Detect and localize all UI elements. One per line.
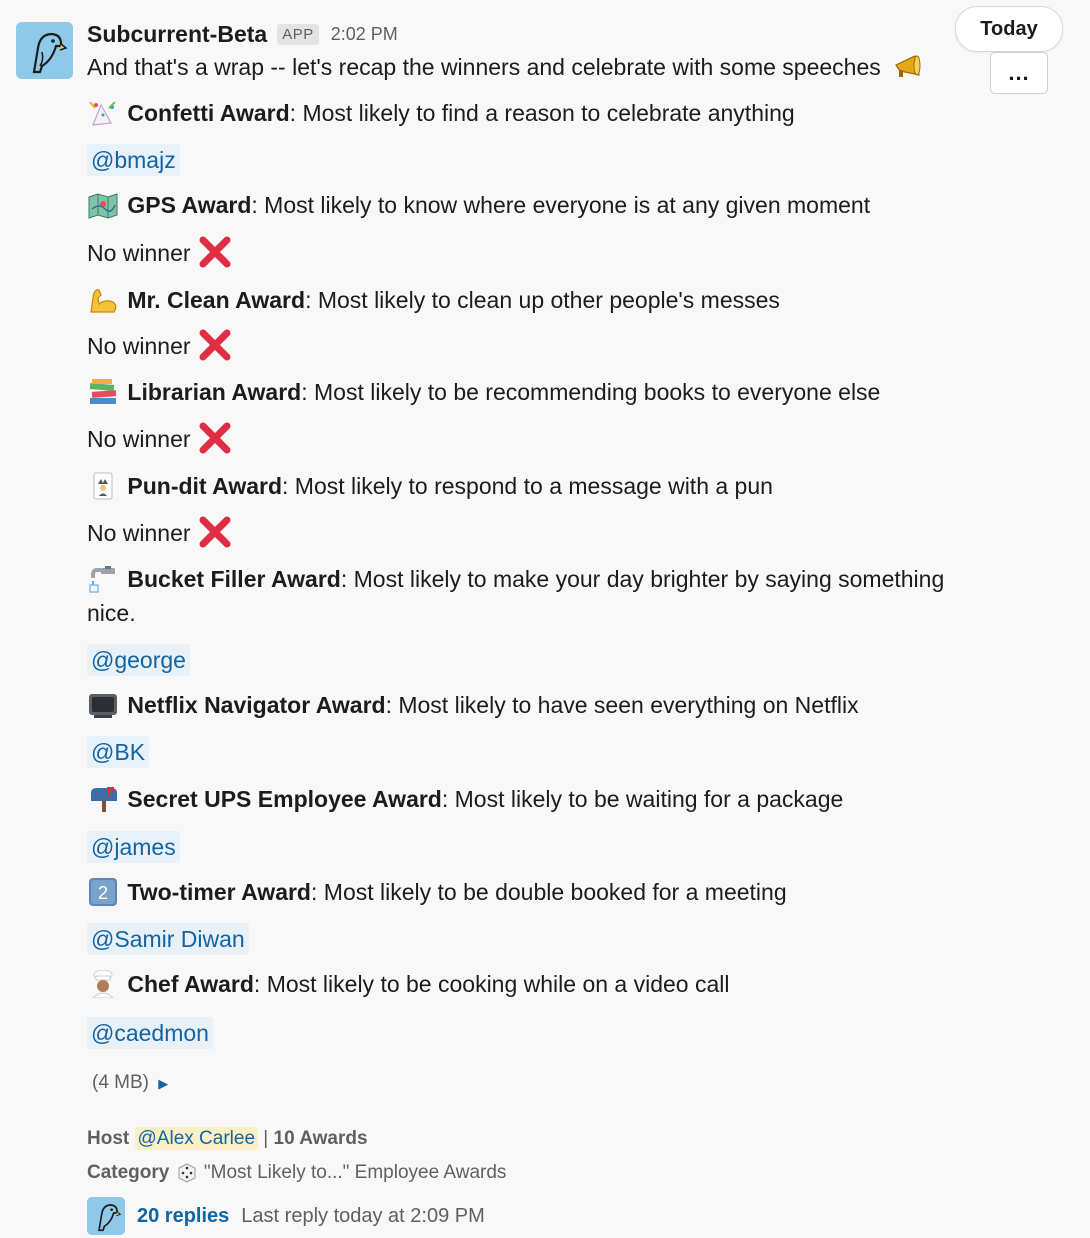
award-name: Netflix Navigator Award	[127, 692, 386, 718]
chef-icon	[87, 969, 121, 999]
no-winner-line	[87, 238, 233, 270]
award-description: : Most likely to have seen everything on Netflix	[385, 692, 859, 718]
award-description-continuation: nice.	[87, 600, 136, 626]
reply-avatar	[87, 1197, 125, 1235]
award-description: : Most likely to clean up other people's messes	[305, 287, 780, 313]
dice-icon	[175, 1162, 199, 1184]
flexed-bicep-icon	[87, 285, 121, 315]
app-badge: APP	[277, 24, 319, 45]
category-value: "Most Likely to..." Employee Awards	[203, 1162, 507, 1183]
winner-mention[interactable]: @james	[87, 831, 180, 863]
replies-link[interactable]: 20 replies	[137, 1204, 230, 1227]
award-line-pun-dit	[87, 471, 773, 501]
tv-icon	[87, 690, 121, 720]
svg-text:2: 2	[97, 883, 109, 903]
attachment-toggle[interactable]	[92, 1072, 168, 1094]
intro-text	[87, 52, 927, 82]
award-line-librarian	[87, 377, 880, 407]
date-divider-today-button[interactable]: Today	[955, 6, 1063, 52]
award-description: : Most likely to be waiting for a package	[441, 786, 844, 812]
cross-mark-icon	[197, 420, 233, 456]
no-winner-label: No winner	[87, 520, 191, 546]
message-header	[87, 18, 398, 50]
parrot-icon	[16, 22, 73, 79]
no-winner-label: No winner	[87, 426, 191, 452]
category-line	[87, 1160, 506, 1186]
mailbox-icon	[87, 784, 121, 814]
caret-right-icon: ▶	[158, 1076, 169, 1091]
parrot-icon	[87, 1197, 125, 1235]
winner-mention[interactable]: @bmajz	[87, 144, 180, 176]
cross-mark-icon	[197, 234, 233, 270]
winner-mention[interactable]: @BK	[87, 736, 149, 768]
award-line-mr-clean	[87, 285, 780, 315]
cross-mark-icon	[197, 327, 233, 363]
award-name: Pun-dit Award	[127, 473, 283, 499]
last-reply-time: Last reply today at 2:09 PM	[241, 1204, 485, 1227]
award-line-secret-ups	[87, 784, 843, 814]
host-line	[87, 1126, 368, 1152]
award-name: Secret UPS Employee Award	[127, 786, 442, 812]
award-name: Mr. Clean Award	[127, 287, 306, 313]
books-icon	[87, 377, 121, 407]
host-mention[interactable]: @Alex Carlee	[135, 1127, 259, 1150]
award-description: : Most likely to make your day brighter by saying something	[340, 566, 945, 592]
award-description: : Most likely to be recommending books to everyone else	[301, 379, 881, 405]
host-label: Host	[87, 1128, 130, 1149]
award-name: Two-timer Award	[127, 879, 311, 905]
award-name: GPS Award	[127, 192, 252, 218]
category-label: Category	[87, 1162, 170, 1183]
award-description: : Most likely to know where everyone is at any given moment	[251, 192, 871, 218]
no-winner-label: No winner	[87, 240, 191, 266]
sender-name[interactable]: Subcurrent-Beta	[87, 20, 268, 47]
message-timestamp[interactable]: 2:02 PM	[330, 23, 398, 44]
faucet-icon	[87, 564, 121, 594]
award-name: Bucket Filler Award	[127, 566, 341, 592]
winner-mention[interactable]: @george	[87, 644, 190, 676]
award-line-confetti	[87, 98, 795, 128]
cross-mark-icon	[197, 514, 233, 550]
no-winner-line	[87, 518, 233, 550]
awards-count: 10 Awards	[273, 1128, 368, 1149]
award-description: : Most likely to be cooking while on a video call	[253, 971, 730, 997]
intro-label: And that's a wrap -- let's recap the winners and celebrate with some speeches	[87, 54, 881, 80]
joker-card-icon	[87, 471, 121, 501]
award-name: Chef Award	[127, 971, 254, 997]
no-winner-line	[87, 331, 233, 363]
more-actions-button[interactable]: ...	[990, 52, 1048, 94]
award-line-gps	[87, 190, 870, 220]
award-line-bucket-filler	[87, 564, 944, 594]
attachment-size: (4 MB)	[92, 1072, 149, 1093]
map-icon	[87, 190, 121, 220]
megaphone-icon	[893, 52, 927, 82]
no-winner-label: No winner	[87, 333, 191, 359]
confetti-icon	[87, 98, 121, 128]
award-name: Confetti Award	[127, 100, 290, 126]
winner-mention[interactable]: @caedmon	[87, 1017, 213, 1049]
award-line-chef	[87, 969, 730, 999]
award-description: : Most likely to find a reason to celebrate anything	[289, 100, 795, 126]
no-winner-line	[87, 424, 233, 456]
award-description: : Most likely to be double booked for a meeting	[311, 879, 787, 905]
keycap-two-icon	[87, 877, 121, 907]
award-description: : Most likely to respond to a message with a pun	[282, 473, 773, 499]
winner-mention[interactable]: @Samir Diwan	[87, 923, 249, 955]
award-name: Librarian Award	[127, 379, 302, 405]
thread-summary[interactable]	[87, 1197, 485, 1235]
award-line-two-timer	[87, 877, 787, 907]
bot-avatar[interactable]	[16, 22, 73, 79]
award-line-netflix-navigator	[87, 690, 859, 720]
separator: |	[263, 1128, 269, 1149]
